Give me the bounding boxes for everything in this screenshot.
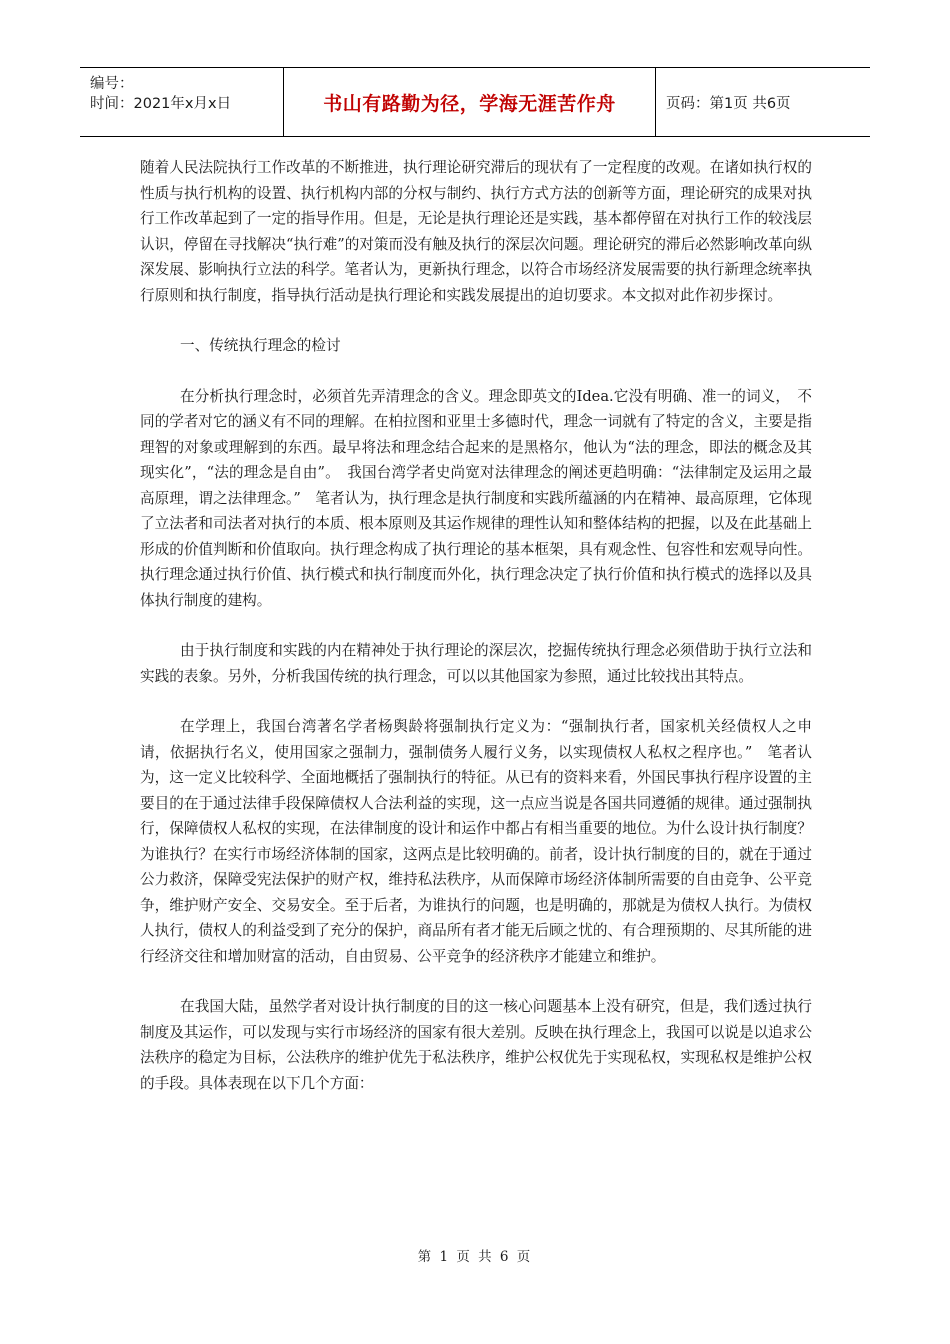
section-heading: 一、传统执行理念的检讨 xyxy=(180,337,341,354)
document-number-label: 编号： xyxy=(90,76,134,92)
header-motto: 书山有路勤为径，学海无涯苦作舟 xyxy=(284,68,656,136)
header-meta xyxy=(80,68,284,136)
paragraph-definition: 在学理上，我国台湾著名学者杨舆龄将强制执行定义为：“强制执行者，国家机关经债权人之申请，依据执行名义，使用国家之强制力，强制债务人履行义务，以实现债权人私权之程序也。” 笔者认为，这一定义比较科学、全面地概括了强制执行的特征。从已有的资料来看，外国民事执行程序设置的主要目的在于通过法律手段保障债权人合法利益的实现，这一点应当说是各国共同遵循的规律。通过强制执行，保障债权人私权的实现，在法律制度的设计和运作中都占有相当重要的地位。为什么设计执行制度？为谁执行？在实行市场经济体制的国家，这两点是比较明确的。前者，设计执行制度的目的，就在于通过公力救济，保障受宪法保护的财产权，维持私法秩序，从而保障市场经济体制所需要的自由竞争、公平竞争，维护财产安全、交易安全。至于后者，为谁执行的问题，也是明确的，那就是为债权人执行。为债权人执行，债权人的利益受到了充分的保护，商品所有者才能无后顾之忧的、有合理预期的、尽其所能的进行经济交往和增加财富的活动，自由贸易、公平竞争的经济秩序才能建立和维护。 xyxy=(140,718,812,965)
paragraph-mainland: 在我国大陆，虽然学者对设计执行制度的目的这一核心问题基本上没有研究，但是，我们透过执行制度及其运作，可以发现与实行市场经济的国家有很大差别。反映在执行理念上，我国可以说是以追求公法秩序的稳定为目标，公法秩序的维护优先于私法秩序，维护公权优先于实现私权，实现私权是维护公权的手段。具体表现在以下几个方面： xyxy=(140,998,812,1092)
page-header xyxy=(80,67,870,137)
paragraph-method: 由于执行制度和实践的内在精神处于执行理论的深层次，挖掘传统执行理念必须借助于执行立法和实践的表象。另外，分析我国传统的执行理念，可以以其他国家为参照，通过比较找出其特点。 xyxy=(140,642,812,685)
page-footer: 第 1 页 共 6 页 xyxy=(417,1249,533,1265)
paragraph-intro: 随着人民法院执行工作改革的不断推进，执行理论研究滞后的现状有了一定程度的改观。在诸如执行权的性质与执行机构的设置、执行机构内部的分权与制约、执行方式方法的创新等方面，理论研究的成果对执行工作改革起到了一定的指导作用。但是，无论是执行理论还是实践，基本都停留在对执行工作的较浅层认识，停留在寻找解决“执行难”的对策而没有触及执行的深层次问题。理论研究的滞后必然影响改革向纵深发展、影响执行立法的科学。笔者认为，更新执行理念，以符合市场经济发展需要的执行新理念统率执行原则和执行制度，指导执行活动是执行理论和实践发展提出的迫切要求。本文拟对此作初步探讨。 xyxy=(140,159,812,304)
header-page-info: 页码：第1页 共6页 xyxy=(666,95,791,112)
paragraph-concept: 在分析执行理念时，必须首先弄清理念的含义。理念即英文的Idea.它没有明确、准一的词义， 不同的学者对它的涵义有不同的理解。在柏拉图和亚里士多德时代，理念一词就有了特定的含义，主要是指理智的对象或理解到的东西。最早将法和理念结合起来的是黑格尔，他认为“法的理念，即法的概念及其现实化”，“法的理念是自由”。 我国台湾学者史尚宽对法律理念的阐述更趋明确：“法律制定及运用之最高原理，谓之法律理念。” 笔者认为，执行理念是执行制度和实践所蕴涵的内在精神、最高原理，它体现了立法者和司法者对执行的本质、根本原则及其运作规律的理性认知和整体结构的把握，以及在此基础上形成的价值判断和价值取向。执行理念构成了执行理论的基本框架，具有观念性、包容性和宏观导向性。执行理念通过执行价值、执行模式和执行制度而外化，执行理念决定了执行价值和执行模式的选择以及具体执行制度的建构。 xyxy=(140,387,812,609)
document-date-label: 时间：2021年x月x日 xyxy=(90,96,232,112)
document-body xyxy=(140,155,812,1121)
